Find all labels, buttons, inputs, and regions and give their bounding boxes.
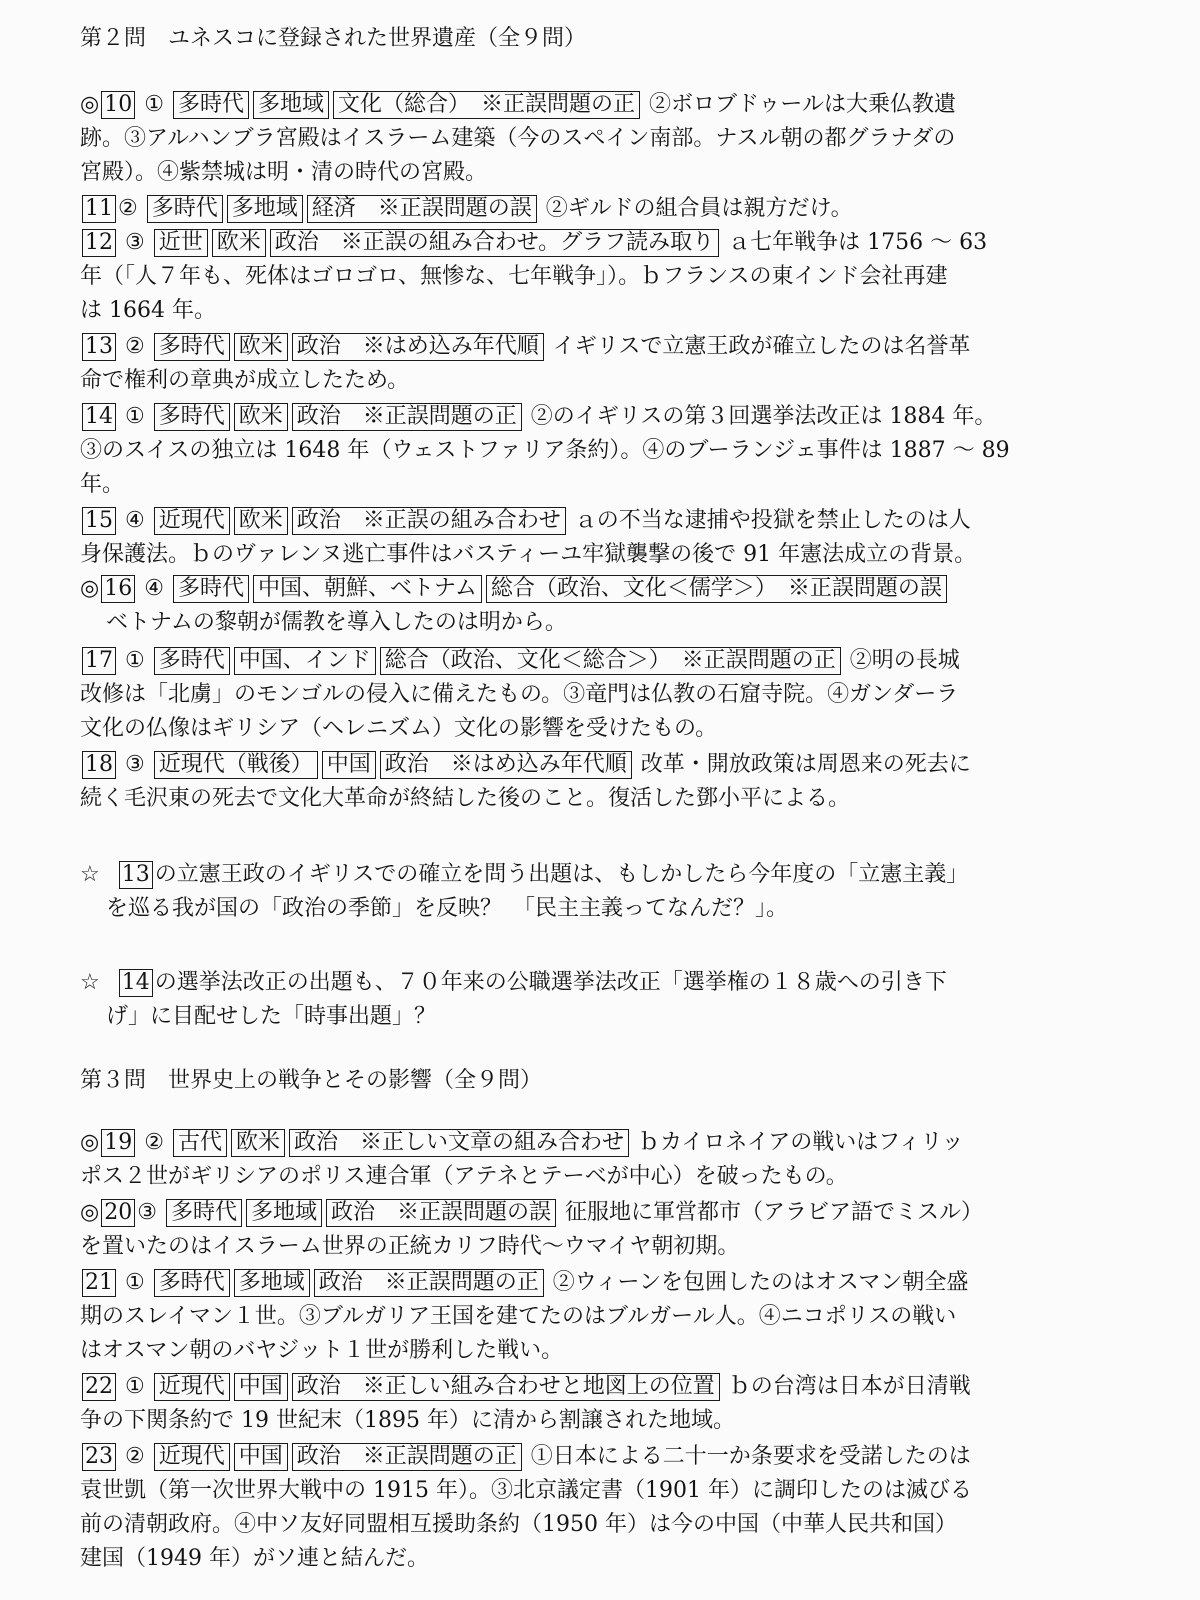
item-16-tag-3: 総合（政治、文化＜儒学＞） ※正誤問題の誤	[486, 575, 947, 603]
item-18-line-1	[80, 748, 1125, 782]
item-17-text-1: ②明の長城	[849, 648, 960, 673]
item-13-number: 13	[82, 333, 116, 361]
note-2-text-2-span: げ」に目配せした「時事出題」？	[106, 1004, 437, 1029]
item-10-text-3: 宮殿）。④紫禁城は明・清の時代の宮殿。	[80, 160, 488, 185]
item-15-tag-1: 近現代	[154, 507, 230, 535]
note-2-line-1	[80, 966, 1125, 1000]
item-16-tag-1: 多時代	[173, 575, 249, 603]
item-23-tag-2: 中国	[234, 1443, 288, 1471]
item-18-number: 18	[82, 751, 116, 779]
item-20-tag-2: 多地域	[246, 1199, 322, 1227]
note-1-number: 13	[119, 861, 153, 889]
item-13-line-1	[80, 330, 1125, 364]
item-15-answer: ④	[125, 508, 145, 533]
item-17-tag-1: 多時代	[154, 647, 230, 675]
item-21-text-1: ②ウィーンを包囲したのはオスマン朝全盛	[552, 1270, 969, 1295]
item-20-tag-1: 多時代	[166, 1199, 242, 1227]
item-12-text-3: は 1664 年。	[80, 298, 216, 323]
item-20-text-1: 征服地に軍営都市（アラビア語でミスル）	[564, 1200, 983, 1225]
item-13-text-1: イギリスで立憲王政が確立したのは名誉革	[552, 334, 971, 359]
item-23-number: 23	[82, 1443, 116, 1471]
item-19-line-1	[80, 1126, 1125, 1160]
item-16-mark: ◎	[80, 576, 100, 601]
item-23-text-3: 前の清朝政府。④中ソ友好同盟相互援助条約（1950 年）は今の中国（中華人民共和国）	[80, 1512, 957, 1537]
note-2-number: 14	[119, 969, 153, 997]
star-icon: ☆	[80, 862, 100, 887]
item-16-tag-2: 中国、朝鮮、ベトナム	[253, 575, 482, 603]
note-1-text-2	[80, 892, 1125, 926]
item-17-text-3: 文化の仏像はギリシア（ヘレニズム）文化の影響を受けたもの。	[80, 716, 718, 741]
item-23-text-4: 建国（1949 年）がソ連と結んだ。	[80, 1546, 429, 1571]
item-22-line-1	[80, 1370, 1125, 1404]
item-21-text-3: はオスマン朝のバヤジット１世が勝利した戦い。	[80, 1338, 564, 1363]
item-14-text-2: ③のスイスの独立は 1648 年（ウェストファリア条約）。④のブーランジェ事件は 1887 ～ 89	[80, 438, 1010, 463]
item-12-tag-3: 政治 ※正誤の組み合わせ。グラフ読み取り	[270, 229, 719, 257]
item-17-tag-2: 中国、インド	[234, 647, 376, 675]
item-22-tag-3: 政治 ※正しい組み合わせと地図上の位置	[292, 1373, 720, 1401]
item-16-text-1	[80, 606, 1125, 640]
item-20-number: 20	[101, 1199, 135, 1227]
item-23-text-2: 袁世凱（第一次世界大戦中の 1915 年）。③北京議定書（1901 年）に調印したのは滅びる	[80, 1478, 972, 1503]
item-21-text-2: 期のスレイマン１世。③ブルガリア王国を建てたのはブルガール人。④ニコポリスの戦い	[80, 1304, 957, 1329]
item-10-tag-1: 多時代	[173, 91, 249, 119]
item-15-number: 15	[82, 507, 116, 535]
item-14-tag-1: 多時代	[154, 403, 230, 431]
item-23-tag-3: 政治 ※正誤問題の正	[292, 1443, 522, 1471]
item-12-tag-1: 近世	[154, 229, 208, 257]
item-22-answer: ①	[125, 1374, 145, 1399]
note-1-text-1: の立憲王政のイギリスでの確立を問う出題は、もしかしたら今年度の「立憲主義」	[154, 862, 969, 887]
item-20-mark: ◎	[80, 1200, 100, 1225]
item-14-answer: ①	[125, 404, 145, 429]
item-19-answer: ②	[144, 1130, 164, 1155]
item-14-tag-3: 政治 ※正誤問題の正	[292, 403, 522, 431]
item-18-text-2: 続く毛沢東の死去で文化大革命が終結した後のこと。復活した鄧小平による。	[80, 786, 851, 811]
item-18-tag-1: 近現代（戦後）	[154, 751, 318, 779]
item-14-text-1: ②のイギリスの第３回選挙法改正は 1884 年。	[530, 404, 997, 429]
item-10-tag-3: 文化（総合） ※正誤問題の正	[333, 91, 640, 119]
item-18-tag-2: 中国	[322, 751, 376, 779]
item-19-tag-3: 政治 ※正しい文章の組み合わせ	[289, 1129, 629, 1157]
item-13-tag-1: 多時代	[154, 333, 230, 361]
item-11-tag-2: 多地域	[227, 195, 303, 223]
item-23-tag-1: 近現代	[154, 1443, 230, 1471]
item-20-answer: ③	[137, 1200, 157, 1225]
item-22-tag-1: 近現代	[154, 1373, 230, 1401]
item-15-tag-3: 政治 ※正誤の組み合わせ	[292, 507, 566, 535]
item-11-number: 11	[82, 195, 116, 223]
item-19-tag-1: 古代	[173, 1129, 227, 1157]
item-22-text-1: ｂの台湾は日本が日清戦	[728, 1374, 971, 1399]
item-21-answer: ①	[125, 1270, 145, 1295]
item-14-number: 14	[82, 403, 116, 431]
item-18-answer: ③	[125, 752, 145, 777]
item-18-text-1: 改革・開放政策は周恩来の死去に	[640, 752, 971, 777]
item-10-number: 10	[101, 91, 135, 119]
item-17-line-1	[80, 644, 1125, 678]
item-11-text-1: ②ギルドの組合員は親方だけ。	[545, 196, 853, 221]
item-15-text-1: ａの不当な逮捕や投獄を禁止したのは人	[574, 508, 971, 533]
item-22-number: 22	[82, 1373, 116, 1401]
item-16-number: 16	[101, 575, 135, 603]
item-17-number: 17	[82, 647, 116, 675]
item-18-tag-3: 政治 ※はめ込み年代順	[380, 751, 632, 779]
note-1-text-2-span: を巡る我が国の「政治の季節」を反映？ 「民主主義ってなんだ？」。	[106, 896, 789, 921]
item-12-tag-2: 欧米	[212, 229, 266, 257]
item-12-text-1: ａ七年戦争は 1756 ～ 63	[728, 230, 988, 255]
q3-heading: 第３問 世界史上の戦争とその影響（全９問）	[80, 1068, 543, 1093]
item-21-tag-1: 多時代	[154, 1269, 230, 1297]
item-12-line-1	[80, 226, 1125, 260]
item-21-line-1	[80, 1266, 1125, 1300]
item-11-tag-3: 経済 ※正誤問題の誤	[307, 195, 537, 223]
item-15-text-2: 身保護法。ｂのヴァレンヌ逃亡事件はバスティーユ牢獄襲撃の後で 91 年憲法成立の背景。	[80, 542, 977, 567]
item-10-text-1: ②ボロブドゥールは大乗仏教遺	[648, 92, 956, 117]
item-23-text-1: ①日本による二十一か条要求を受諾したのは	[530, 1444, 971, 1469]
item-19-number: 19	[101, 1129, 135, 1157]
item-20-tag-3: 政治 ※正誤問題の誤	[326, 1199, 556, 1227]
item-17-answer: ①	[125, 648, 145, 673]
item-19-mark: ◎	[80, 1130, 100, 1155]
item-23-line-1	[80, 1440, 1125, 1474]
item-22-tag-2: 中国	[234, 1373, 288, 1401]
item-13-tag-3: 政治 ※はめ込み年代順	[292, 333, 544, 361]
item-12-answer: ③	[125, 230, 145, 255]
item-20-line-1	[80, 1196, 1125, 1230]
item-12-number: 12	[82, 229, 116, 257]
item-21-tag-3: 政治 ※正誤問題の正	[314, 1269, 544, 1297]
item-13-text-2: 命で権利の章典が成立したため。	[80, 368, 410, 393]
item-11-line-1	[80, 192, 1125, 226]
item-11-tag-1: 多時代	[147, 195, 223, 223]
note-2-text-2	[80, 1000, 1125, 1034]
item-14-line-1	[80, 400, 1125, 434]
item-11-answer: ②	[118, 196, 138, 221]
item-10-answer: ①	[144, 92, 164, 117]
item-10-mark: ◎	[80, 92, 100, 117]
item-12-text-2: 年（「人７年も、死体はゴロゴロ、無惨な、七年戦争」）。ｂフランスの東インド会社再建	[80, 264, 948, 289]
note-1-line-1	[80, 858, 1125, 892]
note-2-text-1: の選挙法改正の出題も、７０年来の公職選挙法改正「選挙権の１８歳への引き下	[154, 970, 947, 995]
item-16-line-1	[80, 572, 1125, 606]
item-19-tag-2: 欧米	[231, 1129, 285, 1157]
star-icon: ☆	[80, 970, 100, 995]
q2-heading: 第２問 ユネスコに登録された世界遺産（全９問）	[80, 26, 587, 51]
item-10-tag-2: 多地域	[253, 91, 329, 119]
item-21-number: 21	[82, 1269, 116, 1297]
item-14-tag-2: 欧米	[234, 403, 288, 431]
item-19-text-1: ｂカイロネイアの戦いはフィリッ	[637, 1130, 964, 1155]
item-10-text-2: 跡。③アルハンブラ宮殿はイスラーム建築（今のスペイン南部。ナスル朝の都グラナダの	[80, 126, 956, 151]
item-23-answer: ②	[125, 1444, 145, 1469]
item-10-line-1	[80, 88, 1125, 122]
item-17-text-2: 改修は「北虜」のモンゴルの侵入に備えたもの。③竜門は仏教の石窟寺院。④ガンダーラ	[80, 682, 959, 707]
item-16-text-1-span: ベトナムの黎朝が儒教を導入したのは明から。	[106, 610, 567, 635]
item-22-text-2: 争の下関条約で 19 世紀末（1895 年）に清から割譲された地域。	[80, 1408, 735, 1433]
item-13-tag-2: 欧米	[234, 333, 288, 361]
item-17-tag-3: 総合（政治、文化＜総合＞） ※正誤問題の正	[380, 647, 841, 675]
item-15-line-1	[80, 504, 1125, 538]
item-14-text-3: 年。	[80, 472, 125, 497]
item-19-text-2: ポス２世がギリシアのポリス連合軍（アテネとテーベが中心）を破ったもの。	[80, 1164, 848, 1189]
item-13-answer: ②	[125, 334, 145, 359]
item-15-tag-2: 欧米	[234, 507, 288, 535]
item-21-tag-2: 多地域	[234, 1269, 310, 1297]
item-20-text-2: を置いたのはイスラーム世界の正統カリフ時代～ウマイヤ朝初期。	[80, 1234, 740, 1259]
item-16-answer: ④	[144, 576, 164, 601]
